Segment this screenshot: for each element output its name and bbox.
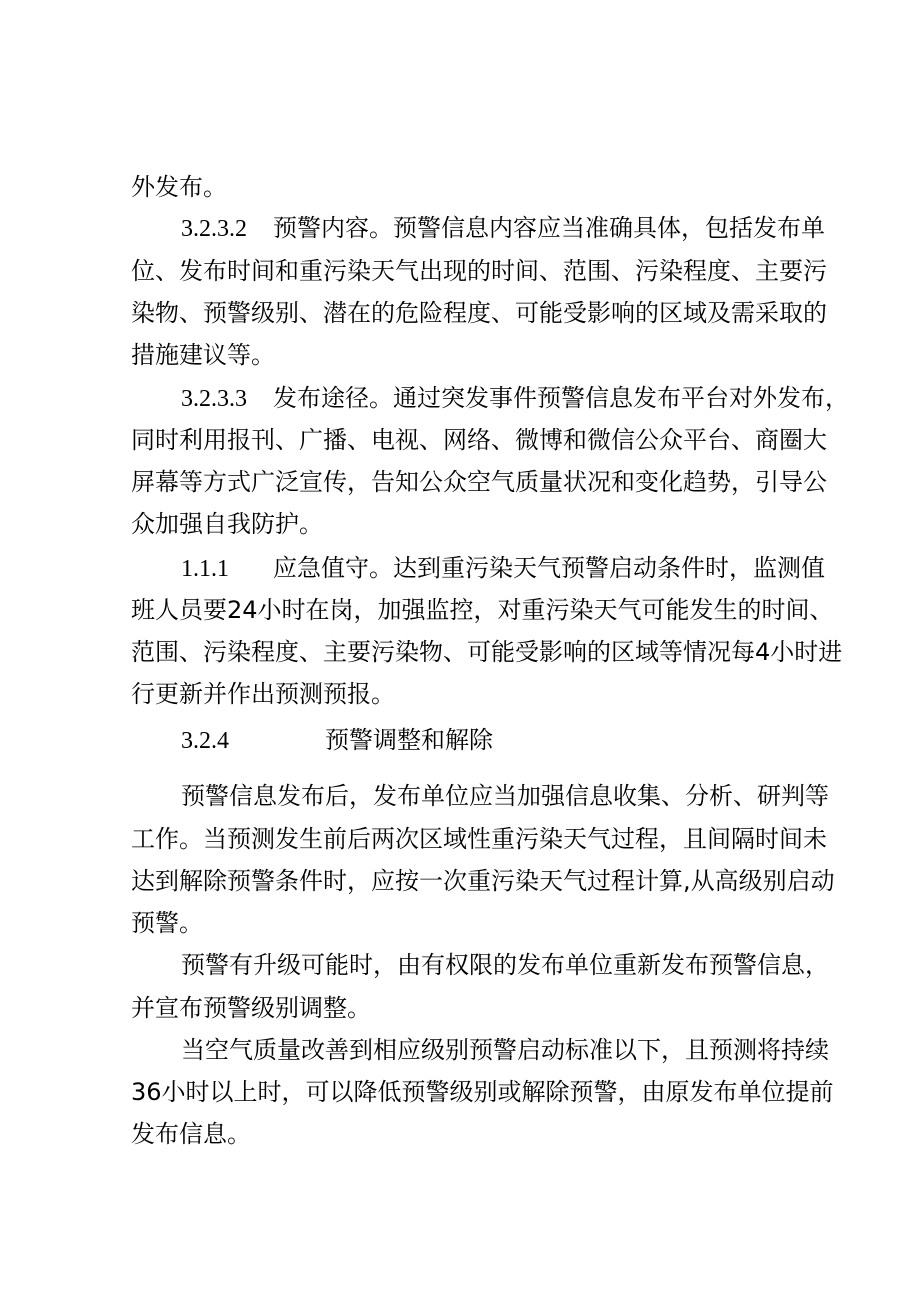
paragraph-line: 36小时以上时，可以降低预警级别或解除预警，由原发布单位提前 [131,1078,834,1106]
paragraph-line: 班人员要24小时在岗，加强监控，对重污染天气可能发生的时间、 [131,596,834,624]
paragraph-line: 预警。 [131,909,203,937]
paragraph-text: 预警内容。预警信息内容应当准确具体，包括发布单 [273,214,825,242]
paragraph-line: 预警有升级可能时，由有权限的发布单位重新发布预警信息， [181,951,829,979]
section-3-2-4-heading [131,725,871,755]
paragraph-line: 并宣布预警级别调整。 [131,994,371,1022]
section-3-2-3-2-line [131,213,871,243]
section-number: 1.1.1 [181,556,229,582]
paragraph-line: 范围、污染程度、主要污染物、可能受影响的区域等情况每4小时进 [131,638,843,666]
paragraph-line: 发布信息。 [131,1120,251,1148]
paragraph-line: 工作。当预测发生前后两次区域性重污染天气过程，且间隔时间未 [131,825,827,853]
paragraph-text: 发布途径。通过突发事件预警信息发布平台对外发布， [273,384,849,412]
paragraph-line: 同时利用报刊、广播、电视、网络、微博和微信公众平台、商圈大 [131,426,827,454]
section-heading-text: 预警调整和解除 [325,726,493,754]
paragraph-line: 屏幕等方式广泛宣传，告知公众空气质量状况和变化趋势，引导公 [131,468,827,496]
paragraph-line: 行更新并作出预测预报。 [131,680,395,708]
paragraph-line: 措施建议等。 [131,341,275,369]
paragraph-line: 达到解除预警条件时，应按一次重污染天气过程计算,从高级别启动 [131,867,835,895]
paragraph-line: 染物、预警级别、潜在的危险程度、可能受影响的区域及需采取的 [131,299,827,327]
paragraph-line: 众加强自我防护。 [131,510,323,538]
paragraph-text: 应急值守。达到重污染天气预警启动条件时，监测值 [273,554,825,582]
section-number: 3.2.4 [181,728,229,754]
section-1-1-1-line [131,553,871,583]
paragraph-line: 预警信息发布后，发布单位应当加强信息收集、分析、研判等 [181,782,829,810]
section-number: 3.2.3.2 [181,216,247,242]
paragraph-line: 当空气质量改善到相应级别预警启动标准以下，且预测将持续 [181,1036,829,1064]
section-3-2-3-3-line [131,383,871,413]
paragraph-line: 位、发布时间和重污染天气出现的时间、范围、污染程度、主要污 [131,257,827,285]
section-number: 3.2.3.3 [181,386,247,412]
paragraph-line: 外发布。 [131,173,227,201]
